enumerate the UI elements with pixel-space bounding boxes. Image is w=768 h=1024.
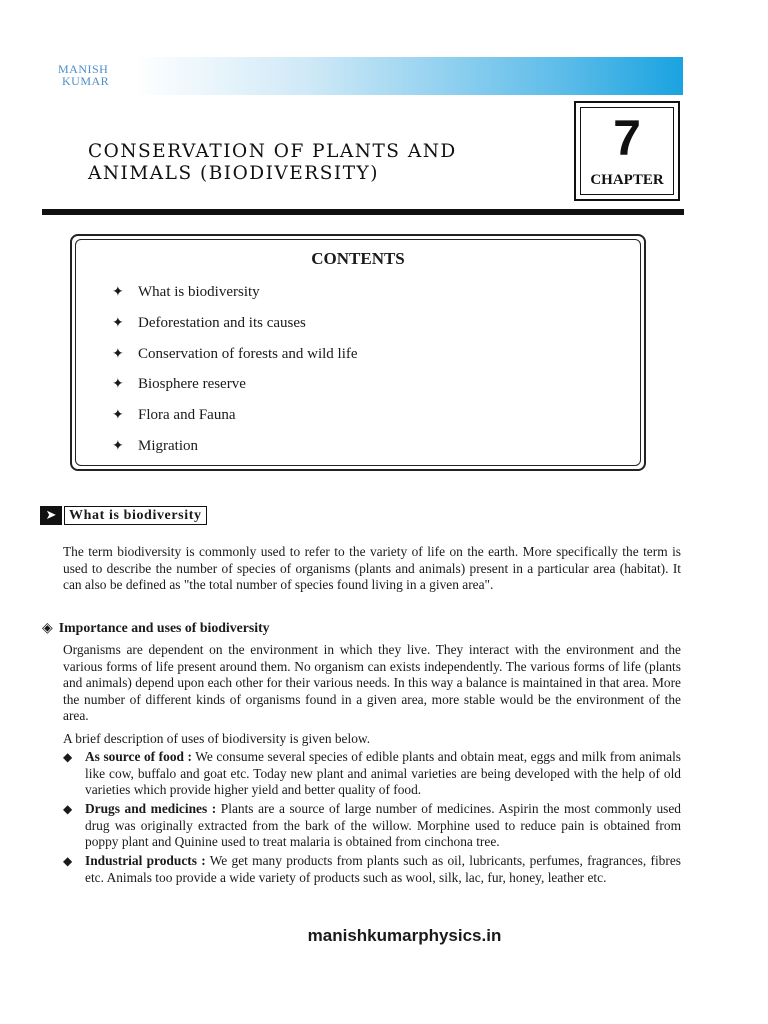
star-bullet-icon: ✦ xyxy=(112,376,124,393)
contents-box xyxy=(70,234,646,471)
section-heading xyxy=(40,506,207,525)
star-bullet-icon: ✦ xyxy=(112,284,124,300)
contents-inner-frame xyxy=(75,239,641,466)
chapter-title-line-1: CONSERVATION OF PLANTS AND xyxy=(88,141,457,162)
contents-item: ✦ Deforestation and its causes xyxy=(112,308,358,339)
chapter-number-inner-frame xyxy=(580,107,674,195)
star-bullet-icon: ✦ xyxy=(112,407,124,424)
logo-line-1: MANISH xyxy=(58,62,109,76)
chapter-title-line-2: ANIMALS (BIODIVERSITY) xyxy=(88,163,379,184)
contents-item: ✦ Biosphere reserve xyxy=(112,369,358,400)
bullet-text: We consume several species of edible plants and obtain meat, eggs and milk from animals like cow, buffalo and goat etc. Today new plant and animal varieties are being developed with the help of old varieties which provide higher yield and better quality of food. xyxy=(85,749,682,798)
section-heading-label: What is biodiversity xyxy=(64,506,207,525)
intro-paragraph: The term biodiversity is commonly used to refer to the variety of life on the earth. More specifically the term is used to describe the number of species of organisms (plants and animals) present in a particular area (habitat). It can also be defined as "the total number of species found living in a given area". xyxy=(63,544,681,593)
contents-item: ✦ What is biodiversity xyxy=(112,277,358,308)
footer-website: manishkumarphysics.in xyxy=(307,926,502,945)
star-bullet-icon: ✦ xyxy=(112,345,124,362)
chapter-number-box xyxy=(574,101,680,201)
contents-list xyxy=(112,277,358,462)
chapter-label: CHAPTER xyxy=(590,172,664,188)
chapter-title xyxy=(88,141,457,185)
diamond-bullet-icon: ◆ xyxy=(63,854,73,868)
footer xyxy=(0,926,768,946)
list-item xyxy=(63,749,681,799)
contents-item: ✦ Conservation of forests and wild life xyxy=(112,339,358,370)
bullet-text: Plants are a source of large number of medicines. Aspirin the most commonly used drug was originally extracted from the bark of the willow. Morphine used to reduce pain is obtained from poppy plant and Quinine used to treat malaria is obtained from cinchona tree. xyxy=(85,801,681,850)
star-bullet-icon: ✦ xyxy=(112,437,124,454)
diamond-bullet-icon: ◈ xyxy=(42,620,53,636)
bullet-label: Drugs and medicines : xyxy=(85,801,217,816)
bullet-text: We get many products from plants such as oil, lubricants, perfumes, fragrances, fibres etc. Animals too provide a wide variety of products such as wool, silk, lac, fur, honey, leather etc. xyxy=(85,853,681,885)
contents-item: ✦ Flora and Fauna xyxy=(112,400,358,431)
header-rule xyxy=(42,209,684,215)
contents-title: CONTENTS xyxy=(311,249,405,268)
subheading xyxy=(42,620,270,636)
bullet-label: Industrial products : xyxy=(85,853,206,868)
bullet-label: As source of food : xyxy=(85,749,192,764)
logo-line-2: KUMAR xyxy=(62,74,110,88)
list-item xyxy=(63,853,681,886)
header-band xyxy=(58,57,683,95)
uses-intro-paragraph: A brief description of uses of biodiversity is given below. xyxy=(63,731,371,746)
chapter-number: 7 xyxy=(613,110,641,166)
arrow-right-icon: ➤ xyxy=(40,506,62,525)
list-item xyxy=(63,801,681,851)
diamond-bullet-icon: ◆ xyxy=(63,802,73,816)
contents-item: ✦ Migration xyxy=(112,431,358,462)
publisher-logo xyxy=(58,63,109,87)
diamond-bullet-icon: ◆ xyxy=(63,750,73,764)
importance-paragraph: Organisms are dependent on the environment in which they live. They interact with the environment and the various forms of life present around them. No organism can exists independently. The various forms of life (plants and animals) depend upon each other for their various needs. In this way a balance is maintained in that area. More the number of different kinds of organisms found in a given area, more stable would be the environment of the area. xyxy=(63,642,681,724)
subheading-text: Importance and uses of biodiversity xyxy=(58,620,270,635)
star-bullet-icon: ✦ xyxy=(112,314,124,331)
